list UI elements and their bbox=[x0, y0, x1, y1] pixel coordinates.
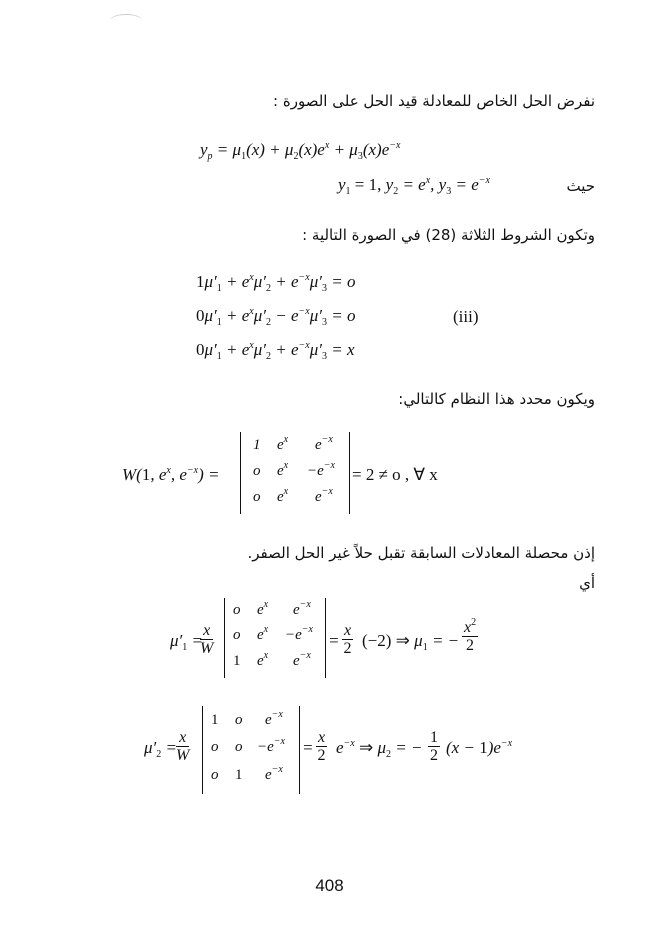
mu1-cell-33: $e^{-x}$ bbox=[293, 650, 311, 669]
w-cell-33: $e^{-x}$ bbox=[315, 486, 333, 505]
mu1-cell-23: $-e^{-x}$ bbox=[285, 624, 313, 643]
mu2-cell-33: $e^{-x}$ bbox=[265, 764, 283, 783]
mu1-result-rest: (−2) ⇒ $\mu_1$ = − bbox=[362, 631, 460, 653]
mu1-cell-13: $e^{-x}$ bbox=[293, 599, 311, 618]
mu2-cell-32: 1 bbox=[235, 767, 243, 783]
w-cell-21: o bbox=[253, 463, 261, 479]
mu2-cell-12: o bbox=[235, 712, 243, 728]
where-label: حيث bbox=[566, 177, 595, 195]
w-cell-31: o bbox=[253, 489, 261, 505]
mu2-result-rest: $e^{-x}$ ⇒ $\mu_2$ = − bbox=[336, 738, 423, 760]
wronskian-determinant bbox=[240, 432, 350, 514]
page-corner-mark bbox=[110, 14, 142, 27]
mu2-cell-22: o bbox=[235, 739, 243, 755]
w-cell-32: $e^x$ bbox=[277, 486, 289, 505]
mu1-x2-over-2: $\frac{x^2}{2}$ bbox=[464, 617, 477, 654]
mu1-fraction: $\frac{x}{W}$ bbox=[200, 622, 214, 657]
mu1-cell-31: 1 bbox=[233, 653, 241, 669]
system-eq-2: $0\mu'_1 + e^x\mu'_2 - e^{-x}\mu'_3 = o$ bbox=[196, 306, 356, 328]
mu1-cell-32: $e^x$ bbox=[257, 650, 269, 669]
mu2-cell-23: $-e^{-x}$ bbox=[257, 736, 285, 755]
mu2-result-eq: = bbox=[302, 738, 314, 757]
w-cell-13: $e^{-x}$ bbox=[315, 434, 333, 453]
mu2-x-over-2: $\frac{x}{2}$ bbox=[317, 729, 326, 764]
wronskian-lhs: W(1, $e^x$, $e^{-x}$) = bbox=[122, 465, 220, 484]
mu2-cell-31: o bbox=[211, 767, 219, 783]
mu2-cell-13: $e^{-x}$ bbox=[265, 709, 283, 728]
system-label: (iii) bbox=[453, 307, 479, 326]
mu2-determinant bbox=[202, 706, 300, 794]
mu1-cell-22: $e^x$ bbox=[257, 624, 269, 643]
mu2-prime-lhs: $\mu'_2$ = bbox=[144, 738, 177, 760]
mu1-result-eq: = bbox=[328, 631, 340, 650]
conditions-text: وتكون الشروط الثلاثة (28) في الصورة التالية : bbox=[302, 226, 595, 244]
mu2-half: $\frac{1}{2}$ bbox=[430, 729, 438, 764]
intro-text: نفرض الحل الخاص للمعادلة قيد الحل على الصورة : bbox=[273, 92, 595, 110]
w-cell-11: 1 bbox=[253, 437, 261, 453]
mu1-x-over-2: $\frac{x}{2}$ bbox=[343, 622, 352, 657]
mu2-result-tail: $(x - 1)e^{-x}$ bbox=[446, 738, 513, 757]
page-number: 408 bbox=[315, 876, 344, 895]
system-eq-1: $1\mu'_1 + e^x\mu'_2 + e^{-x}\mu'_3 = o$ bbox=[196, 272, 356, 294]
conclusion-text: إذن محصلة المعادلات السابقة تقبل حلاً غير الحل الصفر. bbox=[247, 544, 595, 562]
determinant-text: ويكون محدد هذا النظام كالتالي: bbox=[398, 390, 595, 408]
w-cell-23: $-e^{-x}$ bbox=[307, 460, 335, 479]
w-cell-12: $e^x$ bbox=[277, 434, 289, 453]
i-e-label: أي bbox=[579, 574, 595, 592]
mu1-cell-12: $e^x$ bbox=[257, 599, 269, 618]
wronskian-result: = 2 ≠ o , ∀ x bbox=[352, 465, 438, 484]
mu2-cell-21: o bbox=[211, 739, 219, 755]
mu1-determinant bbox=[224, 598, 326, 678]
system-eq-3: $0\mu'_1 + e^x\mu'_2 + e^{-x}\mu'_3 = x$ bbox=[196, 340, 355, 362]
mu2-fraction: $\frac{x}{W}$ bbox=[176, 729, 190, 764]
mu2-cell-11: 1 bbox=[211, 712, 219, 728]
w-cell-22: $e^x$ bbox=[277, 460, 289, 479]
mu1-cell-21: o bbox=[233, 627, 241, 643]
mu1-cell-11: o bbox=[233, 602, 241, 618]
basis-eq: $y_1 = 1$, $y_2 = e^x$, $y_3 = e^{-x}$ bbox=[338, 175, 490, 197]
mu1-prime-lhs: $\mu'_1$ = bbox=[170, 631, 203, 653]
particular-solution-eq: $y_p = \mu_1(x) + \mu_2(x)e^x + \mu_3(x)e^{-x}$ bbox=[200, 140, 401, 162]
